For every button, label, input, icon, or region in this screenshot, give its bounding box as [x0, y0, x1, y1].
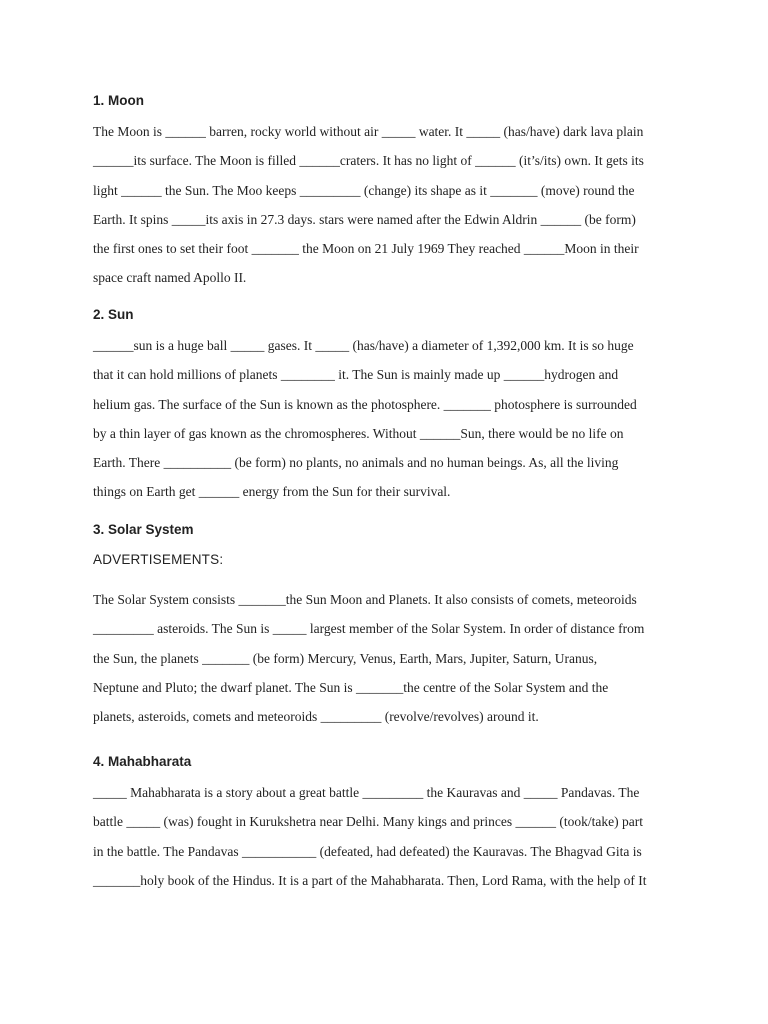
- section-heading: 4. Mahabharata: [93, 754, 192, 769]
- paragraph-line: The Moon is ______ barren, rocky world without air _____ water. It _____ (has/have) dark lava plain: [93, 124, 644, 139]
- paragraph-line: Earth. It spins _____its axis in 27.3 days. stars were named after the Edwin Aldrin ______ (be form): [93, 211, 636, 227]
- paragraph-line: Earth. There __________ (be form) no plants, no animals and no human beings. As, all the living: [93, 455, 619, 471]
- section-heading: 1. Moon: [93, 93, 144, 108]
- paragraph-line: space craft named Apollo II.: [93, 270, 247, 286]
- paragraph-line: battle _____ (was) fought in Kurukshetra near Delhi. Many kings and princes ______ (took/take) part: [93, 814, 643, 830]
- paragraph-line: helium gas. The surface of the Sun is known as the photosphere. _______ photosphere is surrounded: [93, 396, 637, 412]
- paragraph-line: that it can hold millions of planets ________ it. The Sun is mainly made up ______hydrogen and: [93, 367, 619, 383]
- paragraph-line: by a thin layer of gas known as the chromospheres. Without ______Sun, there would be no life on: [93, 425, 624, 441]
- paragraph-line: ______its surface. The Moon is filled ______craters. It has no light of ______ (it’s/its) own. It gets its: [93, 153, 644, 169]
- advertisements-label: ADVERTISEMENTS:: [93, 552, 224, 567]
- section-solar-system: [93, 519, 644, 731]
- section-moon: [93, 90, 644, 293]
- section-sun: [93, 304, 637, 507]
- paragraph-line: in the battle. The Pandavas ___________ (defeated, had defeated) the Kauravas. The Bhagvad Gita is: [93, 843, 642, 859]
- paragraph-line: planets, asteroids, comets and meteoroids _________ (revolve/revolves) around it.: [93, 709, 539, 725]
- section-paragraph: [93, 331, 637, 507]
- paragraph-line: _____ Mahabharata is a story about a great battle _________ the Kauravas and _____ Pandavas. The: [93, 785, 640, 800]
- paragraph-line: _______holy book of the Hindus. It is a part of the Mahabharata. Then, Lord Rama, with the help of It: [93, 872, 647, 888]
- section-mahabharata: [93, 751, 647, 895]
- section-heading: 3. Solar System: [93, 522, 194, 537]
- paragraph-line: Neptune and Pluto; the dwarf planet. The Sun is _______the centre of the Solar System and the: [93, 679, 609, 695]
- paragraph-line: the first ones to set their foot _______ the Moon on 21 July 1969 They reached ______Moon in their: [93, 241, 639, 257]
- section-heading: 2. Sun: [93, 307, 134, 322]
- paragraph-line: ______sun is a huge ball _____ gases. It _____ (has/have) a diameter of 1,392,000 km. It is so huge: [93, 338, 634, 353]
- paragraph-line: things on Earth get ______ energy from the Sun for their survival.: [93, 484, 451, 500]
- section-paragraph: [93, 778, 647, 895]
- section-paragraph: [93, 117, 644, 293]
- paragraph-line: the Sun, the planets _______ (be form) Mercury, Venus, Earth, Mars, Jupiter, Saturn, Uranus,: [93, 650, 598, 666]
- paragraph-line: light ______ the Sun. The Moo keeps _________ (change) its shape as it _______ (move) round the: [93, 182, 635, 198]
- section-paragraph: [93, 585, 644, 731]
- paragraph-line: _________ asteroids. The Sun is _____ largest member of the Solar System. In order of distance from: [93, 621, 645, 637]
- paragraph-line: The Solar System consists _______the Sun Moon and Planets. It also consists of comets, meteoroids: [93, 592, 637, 607]
